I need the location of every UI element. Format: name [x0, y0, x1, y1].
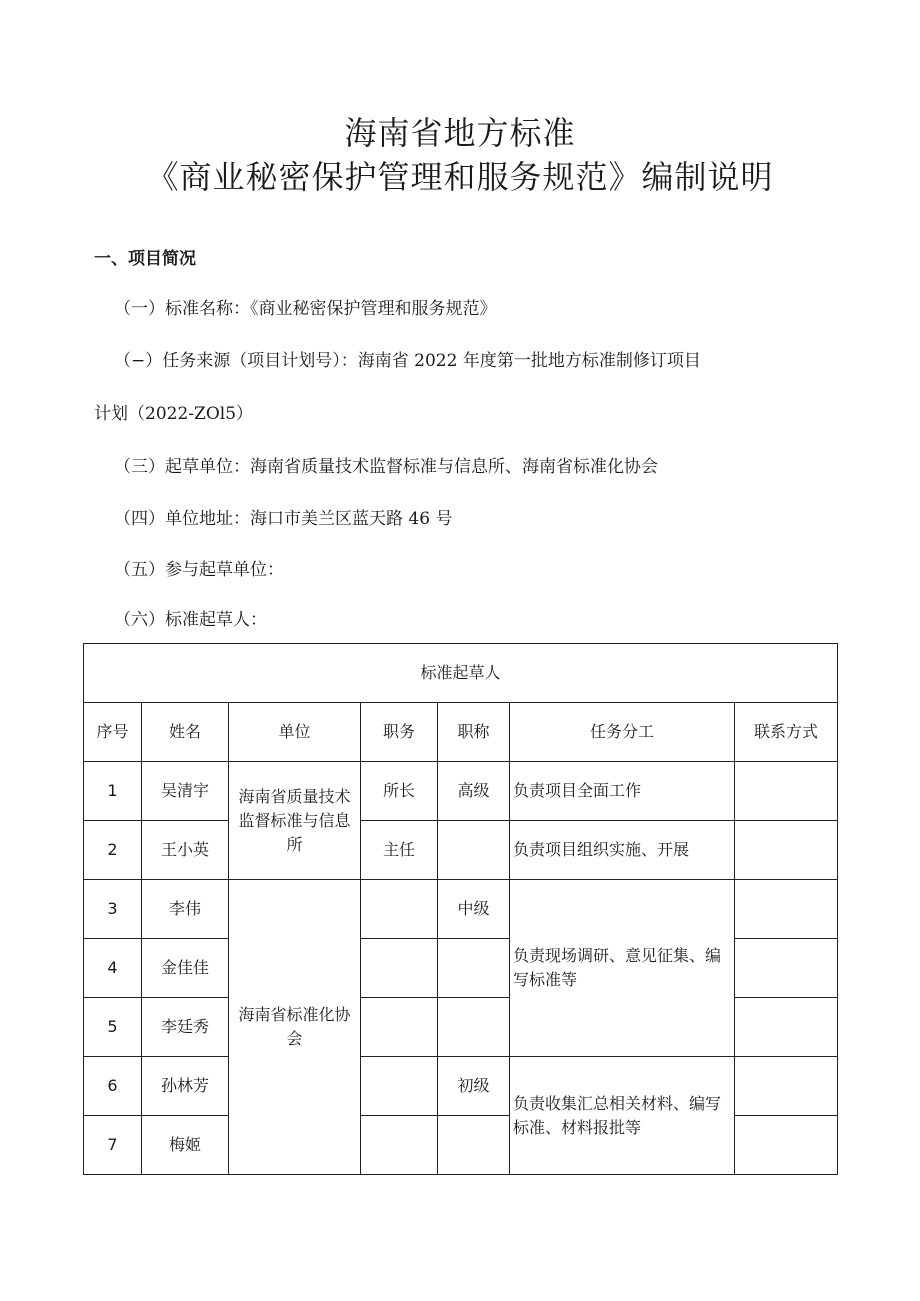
- cell-post: 所长: [361, 762, 438, 821]
- header-unit: 单位: [229, 703, 361, 762]
- cell-contact: [735, 998, 838, 1057]
- cell-no: 4: [84, 939, 142, 998]
- cell-no: 7: [84, 1116, 142, 1175]
- item-drafting-unit: （三）起草单位：海南省质量技术监督标准与信息所、海南省标准化协会: [114, 457, 658, 477]
- cell-task: 负责项目组织实施、开展: [510, 821, 735, 880]
- table-row: [84, 880, 838, 939]
- cell-name: 王小英: [142, 821, 229, 880]
- header-task: 任务分工: [510, 703, 735, 762]
- table-caption: 标准起草人: [84, 644, 838, 703]
- cell-title: [438, 821, 510, 880]
- cell-title: 高级: [438, 762, 510, 821]
- cell-post: [361, 880, 438, 939]
- cell-name: 孙林芳: [142, 1057, 229, 1116]
- cell-post: 主任: [361, 821, 438, 880]
- cell-post: [361, 998, 438, 1057]
- cell-no: 6: [84, 1057, 142, 1116]
- cell-post: [361, 939, 438, 998]
- cell-name: 李伟: [142, 880, 229, 939]
- item-drafters: （六）标准起草人：: [114, 610, 267, 630]
- cell-contact: [735, 1116, 838, 1175]
- drafters-table: [83, 643, 838, 1175]
- cell-name: 梅姬: [142, 1116, 229, 1175]
- cell-post: [361, 1057, 438, 1116]
- cell-unit: 海南省质量技术监督标准与信息所: [229, 762, 361, 880]
- doc-title-line-2: 《商业秘密保护管理和服务规范》编制说明: [146, 158, 774, 196]
- cell-unit: 海南省标准化协会: [229, 880, 361, 1175]
- table-row: [84, 821, 838, 880]
- cell-contact: [735, 1057, 838, 1116]
- cell-title: [438, 998, 510, 1057]
- cell-no: 1: [84, 762, 142, 821]
- cell-contact: [735, 821, 838, 880]
- item-standard-name: （一）标准名称：《商业秘密保护管理和服务规范》: [114, 299, 497, 319]
- cell-title: 中级: [438, 880, 510, 939]
- header-post: 职务: [361, 703, 438, 762]
- cell-title: [438, 939, 510, 998]
- cell-name: 金佳佳: [142, 939, 229, 998]
- cell-contact: [735, 880, 838, 939]
- table-row: [84, 1057, 838, 1116]
- header-name: 姓名: [142, 703, 229, 762]
- cell-name: 吴清宇: [142, 762, 229, 821]
- header-contact: 联系方式: [735, 703, 838, 762]
- cell-post: [361, 1116, 438, 1175]
- header-title: 职称: [438, 703, 510, 762]
- doc-title-line-1: 海南省地方标准: [344, 114, 576, 152]
- cell-task: 负责收集汇总相关材料、编写标准、材料报批等: [510, 1057, 735, 1175]
- item-unit-address: （四）单位地址：海口市美兰区蓝天路 46 号: [114, 509, 453, 529]
- cell-task: 负责项目全面工作: [510, 762, 735, 821]
- cell-no: 3: [84, 880, 142, 939]
- cell-task: 负责现场调研、意见征集、编写标准等: [510, 880, 735, 1057]
- header-no: 序号: [84, 703, 142, 762]
- cell-contact: [735, 762, 838, 821]
- cell-title: 初级: [438, 1057, 510, 1116]
- item-task-source-cont: 计划（2022-ZOl5）: [94, 404, 254, 424]
- table-row: [84, 762, 838, 821]
- cell-contact: [735, 939, 838, 998]
- item-task-source: （−）任务来源（项目计划号）：海南省 2022 年度第一批地方标准制修订项目: [114, 351, 701, 371]
- cell-name: 李廷秀: [142, 998, 229, 1057]
- section-heading: 一、项目简况: [94, 249, 196, 269]
- item-participating-units: （五）参与起草单位：: [114, 560, 284, 580]
- cell-no: 5: [84, 998, 142, 1057]
- cell-no: 2: [84, 821, 142, 880]
- cell-title: [438, 1116, 510, 1175]
